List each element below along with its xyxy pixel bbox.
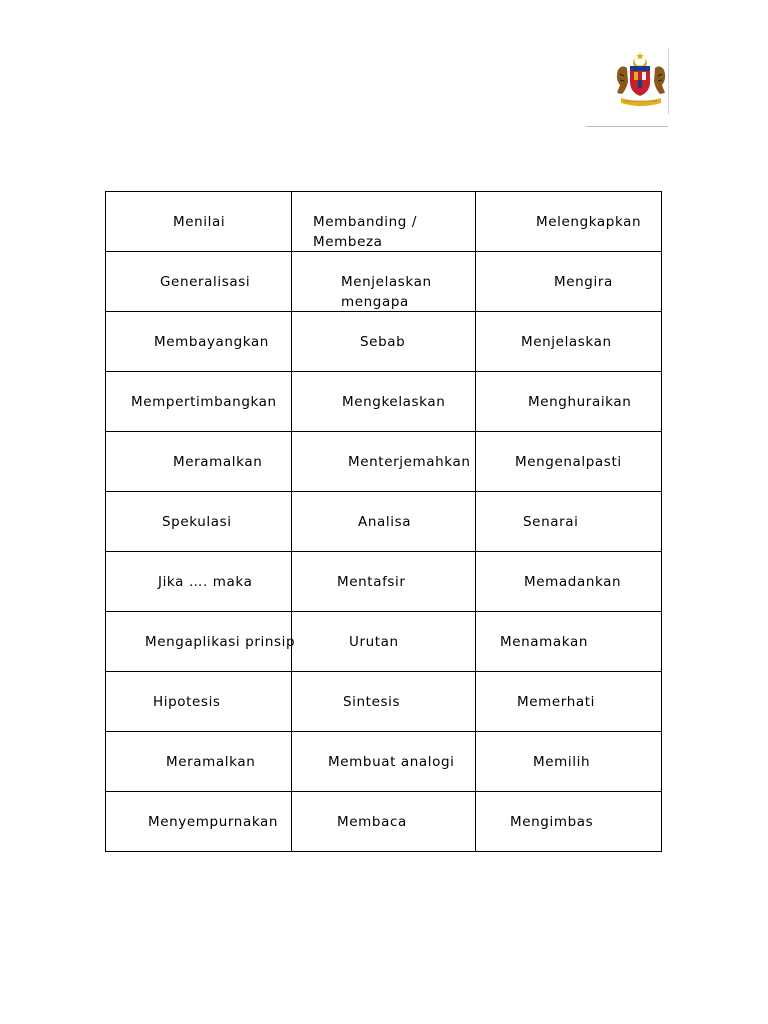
table-cell (106, 192, 292, 252)
cell-text: Meramalkan (166, 754, 256, 770)
table-cell (292, 672, 476, 732)
table-cell (476, 552, 662, 612)
table-cell (292, 372, 476, 432)
table-row (106, 312, 662, 372)
table-cell (476, 732, 662, 792)
cell-text: Sebab (360, 334, 406, 350)
cell-text: Jika …. maka (158, 574, 253, 590)
cell-text: Membanding / Membeza (313, 214, 417, 250)
cell-text: Spekulasi (162, 514, 232, 530)
header-vertical-rule (668, 48, 669, 114)
table-cell (292, 612, 476, 672)
cell-text: Hipotesis (153, 694, 221, 710)
table-cell (292, 312, 476, 372)
cell-text: Urutan (349, 634, 399, 650)
cell-text: Sintesis (343, 694, 401, 710)
table-cell (106, 312, 292, 372)
cell-text: Mempertimbangkan (131, 394, 277, 410)
table-cell (476, 252, 662, 312)
table-cell (106, 732, 292, 792)
table-cell (476, 432, 662, 492)
table-cell (476, 192, 662, 252)
table-cell (476, 372, 662, 432)
cell-text: Memadankan (524, 574, 622, 590)
cell-text: Memerhati (517, 694, 595, 710)
cell-text: Mengimbas (510, 814, 594, 830)
malaysia-coat-of-arms-icon (613, 50, 669, 112)
header-rule (586, 126, 668, 127)
cell-text: Mengenalpasti (515, 454, 622, 470)
cell-text: Menghuraikan (528, 394, 632, 410)
table-cell (292, 492, 476, 552)
table-row (106, 732, 662, 792)
table-cell (106, 372, 292, 432)
table-row (106, 492, 662, 552)
table-cell (106, 492, 292, 552)
table-row (106, 552, 662, 612)
cell-text: Membaca (337, 814, 407, 830)
cell-text: Membuat analogi (328, 754, 455, 770)
table-cell (476, 312, 662, 372)
table-row (106, 792, 662, 852)
cell-text: Menjelaskan mengapa (341, 274, 432, 310)
cell-text: Mengira (554, 274, 613, 290)
cell-text: Mengkelaskan (342, 394, 446, 410)
table-row (106, 612, 662, 672)
table-cell (292, 732, 476, 792)
cell-text: Mentafsir (337, 574, 406, 590)
cell-text: Analisa (358, 514, 412, 530)
cell-text: Menyempurnakan (148, 814, 279, 830)
table-cell (476, 672, 662, 732)
cell-text: Senarai (523, 514, 579, 530)
cell-text: Menamakan (500, 634, 589, 650)
table-cell (106, 432, 292, 492)
cell-text: Meramalkan (173, 454, 263, 470)
cell-text: Menjelaskan (521, 334, 612, 350)
table-cell (292, 192, 476, 252)
thinking-verbs-table (105, 191, 662, 852)
table-row (106, 672, 662, 732)
table-cell (476, 612, 662, 672)
cell-text: Menterjemahkan (348, 454, 471, 470)
table-row (106, 252, 662, 312)
cell-text: Memilih (533, 754, 591, 770)
table-cell (292, 552, 476, 612)
table-row (106, 432, 662, 492)
cell-text: Membayangkan (154, 334, 269, 350)
table-cell (292, 252, 476, 312)
cell-text: Menilai (173, 214, 226, 230)
table-cell (476, 792, 662, 852)
table-cell (106, 672, 292, 732)
table-cell (476, 492, 662, 552)
table-cell (106, 252, 292, 312)
cell-text: Mengaplikasi prinsip (145, 634, 296, 650)
cell-text: Generalisasi (160, 274, 251, 290)
table-cell (106, 552, 292, 612)
table-cell (106, 612, 296, 672)
cell-text: Melengkapkan (536, 214, 642, 230)
table-cell (106, 792, 292, 852)
table-cell (292, 432, 476, 492)
table-row (106, 372, 662, 432)
table-row (106, 192, 662, 252)
table-cell (292, 792, 476, 852)
